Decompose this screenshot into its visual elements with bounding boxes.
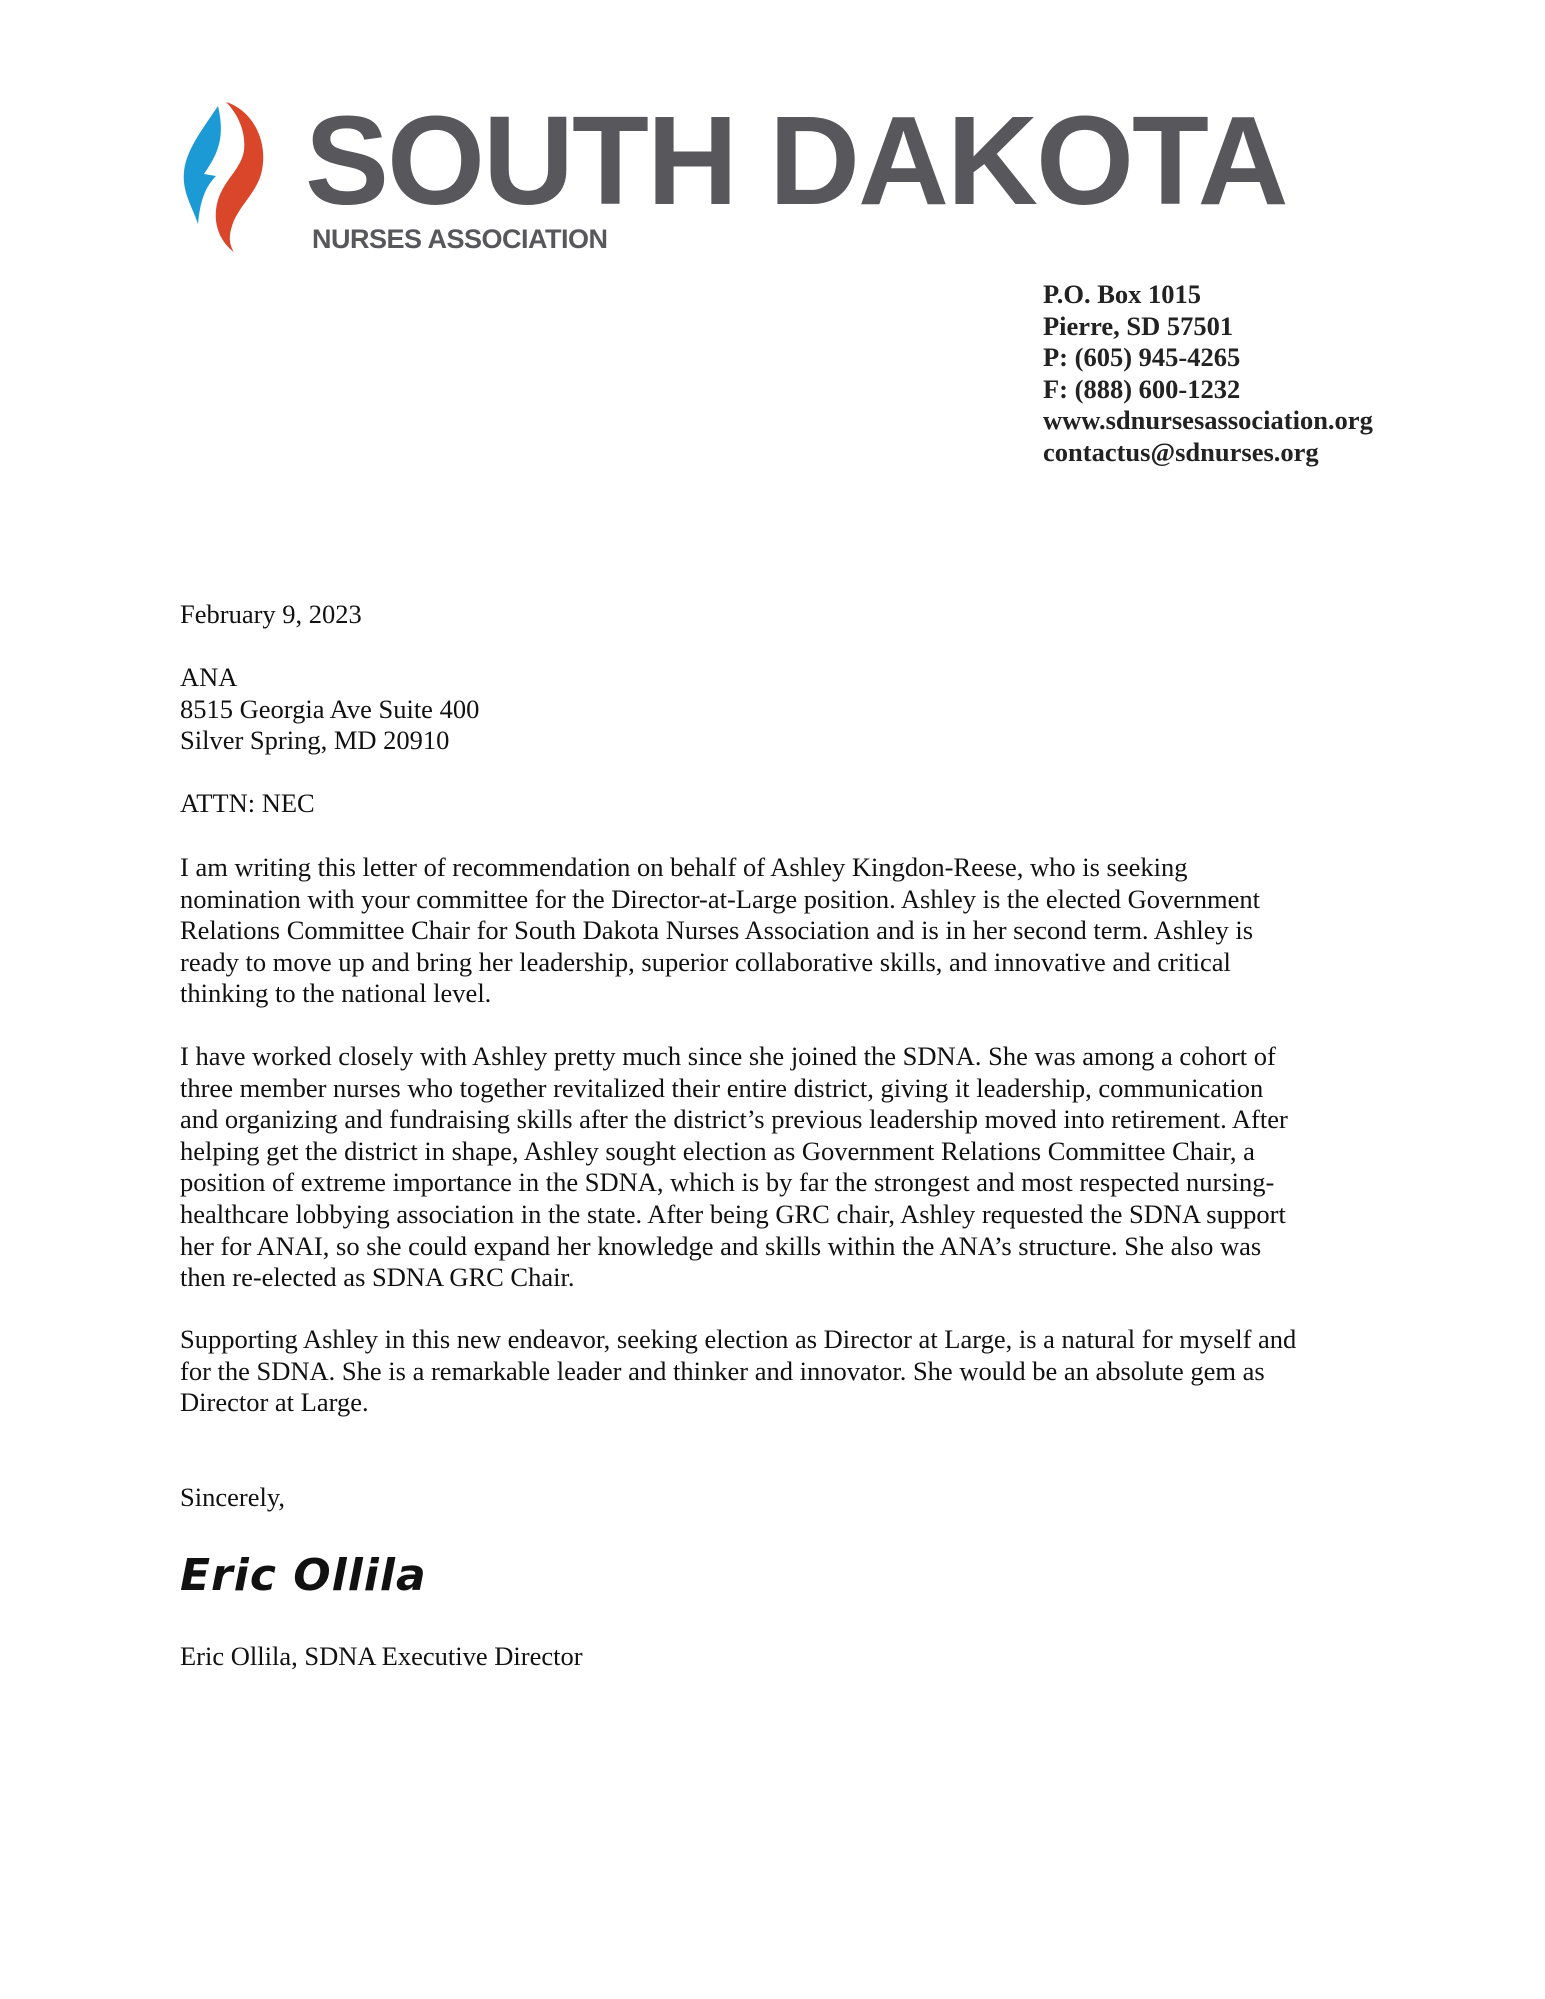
letter-date: February 9, 2023 xyxy=(180,599,362,629)
body-paragraph-1 xyxy=(180,852,1260,1010)
paragraph-line: I am writing this letter of recommendation on behalf of Ashley Kingdon-Reese, who is seeking xyxy=(180,852,1188,882)
address-line: Pierre, SD 57501 xyxy=(1043,310,1234,341)
recipient-address xyxy=(180,662,479,757)
paragraph-line: Director at Large. xyxy=(180,1387,369,1418)
paragraph-line: then re-elected as SDNA GRC Chair. xyxy=(180,1262,575,1293)
paragraph-line: her for ANAI, so she could expand her knowledge and skills within the ANA’s structure. She also was xyxy=(180,1230,1262,1261)
paragraph-line: thinking to the national level. xyxy=(180,978,492,1009)
letterhead-address xyxy=(1043,279,1373,469)
handwritten-signature: Eric Ollila xyxy=(180,1550,427,1601)
paragraph-line: Relations Committee Chair for South Dakota Nurses Association and is in her second term. Ashley is xyxy=(180,915,1254,946)
address-line: contactus@sdnurses.org xyxy=(1043,436,1319,467)
paragraph-line: I have worked closely with Ashley pretty much since she joined the SDNA. She was among a cohort of xyxy=(180,1041,1276,1071)
paragraph-line: for the SDNA. She is a remarkable leader and thinker and innovator. She would be an absolute gem as xyxy=(180,1355,1265,1386)
body-paragraph-2 xyxy=(180,1041,1288,1294)
logo-subtitle: NURSES ASSOCIATION xyxy=(312,224,608,254)
recipient-line: ANA xyxy=(180,662,238,692)
paragraph-line: healthcare lobbying association in the state. After being GRC chair, Ashley requested the SDNA support xyxy=(180,1198,1286,1229)
closing: Sincerely, xyxy=(180,1482,285,1512)
recipient-line: 8515 Georgia Ave Suite 400 xyxy=(180,693,480,724)
attention-line: ATTN: NEC xyxy=(180,788,315,818)
address-line: P: (605) 945-4265 xyxy=(1043,342,1241,373)
paragraph-line: and organizing and fundraising skills after the district’s previous leadership moved into retirement. After xyxy=(180,1104,1288,1135)
flame-logo-icon xyxy=(182,100,297,252)
paragraph-line: helping get the district in shape, Ashley sought election as Government Relations Committee Chair, a xyxy=(180,1135,1255,1166)
body-paragraph-3 xyxy=(180,1324,1296,1419)
recipient-line: Silver Spring, MD 20910 xyxy=(180,725,450,756)
address-line: F: (888) 600-1232 xyxy=(1043,373,1241,404)
logo-title: SOUTH DAKOTA xyxy=(305,90,1287,231)
signer-name: Eric Ollila, SDNA Executive Director xyxy=(180,1641,583,1671)
paragraph-line: ready to move up and bring her leadership, superior collaborative skills, and innovative and critical xyxy=(180,946,1231,977)
paragraph-line: Supporting Ashley in this new endeavor, seeking election as Director at Large, is a natural for myself and xyxy=(180,1324,1297,1354)
paragraph-line: position of extreme importance in the SDNA, which is by far the strongest and most respected nursing- xyxy=(180,1167,1275,1198)
address-line: P.O. Box 1015 xyxy=(1043,279,1202,309)
address-line: www.sdnursesassociation.org xyxy=(1043,405,1373,436)
paragraph-line: nomination with your committee for the Director-at-Large position. Ashley is the elected Government xyxy=(180,883,1261,914)
paragraph-line: three member nurses who together revitalized their entire district, giving it leadership, communication xyxy=(180,1072,1264,1103)
